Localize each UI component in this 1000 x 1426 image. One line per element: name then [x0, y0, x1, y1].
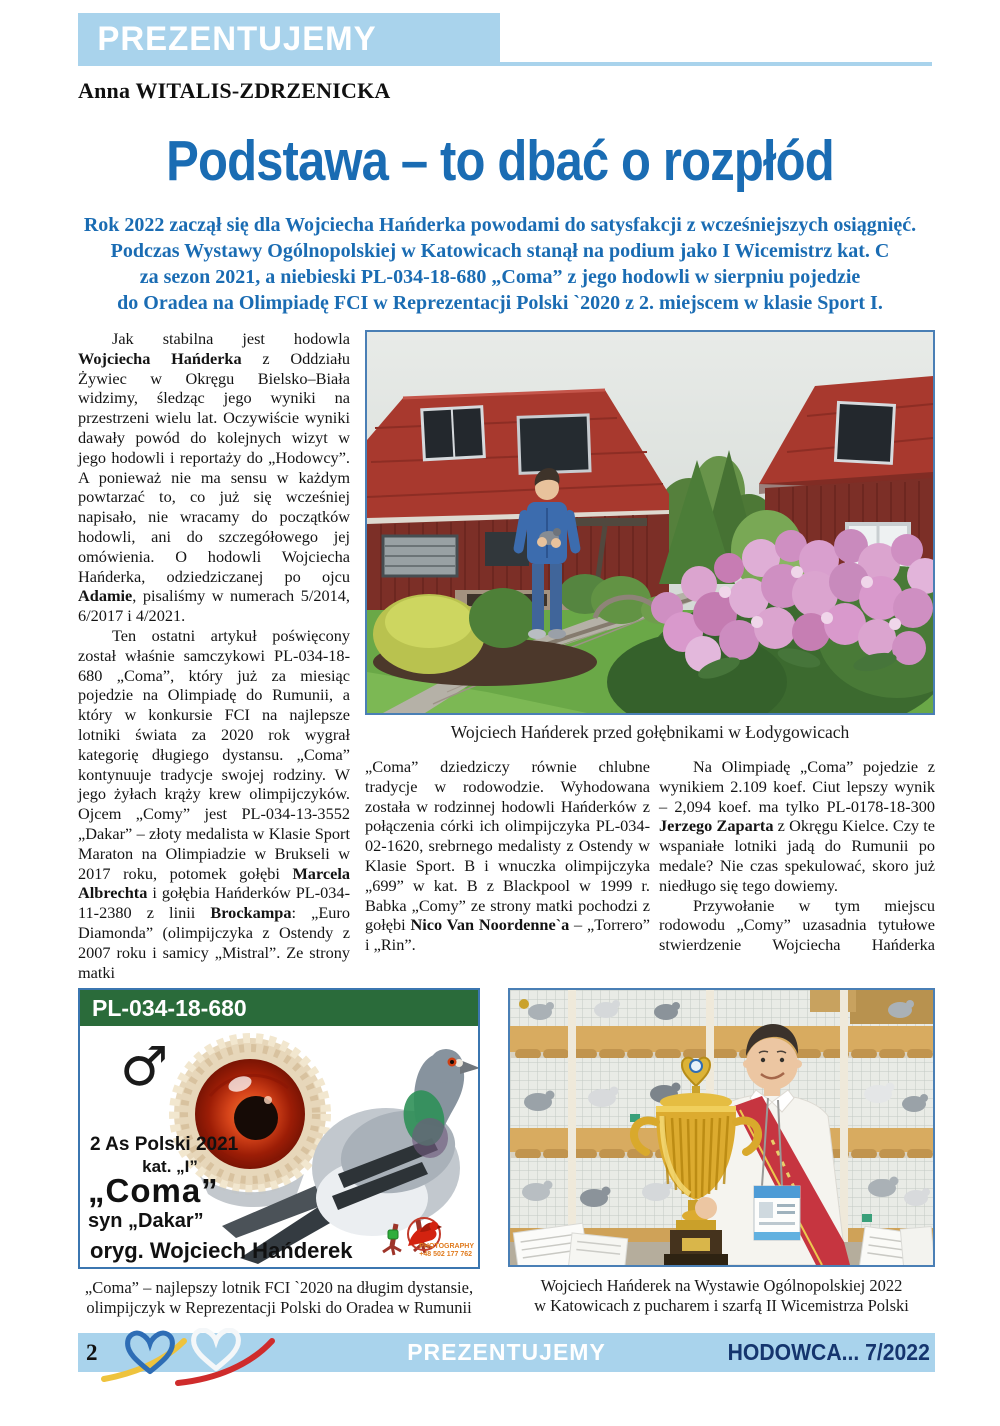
loft-scene-illustration	[367, 332, 933, 713]
pedigree-ring-number: PL-034-18-680	[80, 990, 478, 1026]
lead-line: Rok 2022 zaczął się dla Wojciecha Hańderka powodami do satysfakcji z wcześniejszych osiągnięć.	[83, 214, 917, 236]
trophy-photo-caption	[508, 1276, 935, 1316]
caption-line: Wojciech Hańderek na Wystawie Ogólnopolskiej 2022	[540, 1276, 903, 1295]
lead-line: za sezon 2021, a niebieski PL-034-18-680 „Coma” z jego hodowli w sierpniu pojedzie	[139, 266, 861, 288]
pigeon-name: „Coma”	[88, 1172, 219, 1209]
paragraph: Przywołanie w tym miejscu rodowodu „Comy” uzasadnia tytułowe stwierdzenie Wojciecha Hańderka	[659, 895, 935, 955]
photo-credit-line: +48 502 177 762	[419, 1251, 473, 1258]
footer-section-label: PREZENTUJEMY	[407, 1339, 606, 1365]
caption-line: w Katowicach z pucharem i szarfą II Wicemistrza Polski	[534, 1296, 909, 1315]
pigeon-lineage: syn „Dakar”	[88, 1210, 204, 1232]
pedigree-card-body	[80, 1026, 478, 1267]
main-photo-caption: Wojciech Hańderek przed gołębnikami w Łodygowicach	[450, 722, 850, 742]
caption-line: olimpijczyk w Reprezentacji Polski do Oradea w Rumunii	[86, 1298, 472, 1317]
article-column-middle	[365, 757, 650, 955]
photo-credit-line: PHOTOGRAPHY	[419, 1243, 474, 1250]
caption-line: „Coma” – najlepszy lotnik FCI `2020 na długim dystansie,	[84, 1278, 474, 1297]
paragraph: Na Olimpiadę „Coma” pojedzie z wynikiem 2.109 koef. Ciut lepszy wynik – 2,094 koef. ma tylko PL-0178-18-300 Jerzego Zaparta z Okręgu Kielce. Czy te wspaniałe lotniki jadą do Rumunii po medale? Nie czas spekulować, skoro już niedługo się tego dowiemy.	[659, 757, 935, 895]
breeder-name: oryg. Wojciech Hańderek	[90, 1238, 353, 1263]
page-number: 2	[86, 1340, 98, 1365]
pedigree-card-caption	[70, 1278, 488, 1318]
photo-credit	[419, 1243, 474, 1259]
paragraph: Jak stabilna jest hodowla Wojciecha Hańderka z Oddziału Żywiec w Okręgu Bielsko–Biała widzimy, śledząc jego wyniki na przestrzeni wielu lat. Oczywiście wyniki dawały powód do kolejnych wizyt w jego hodowli i reportaży do „Hodowcy”. A ponieważ nie ma sensu w każdym powtarzać to, co już się wcześniej napisało, nie wracamy do początków hodowli, ani do szczegółowego jej omówienia. O hodowli Wojciecha Hańderka, odziedziczanej po ojcu Adamie, pisaliśmy w numerach 5/2014, 6/2017 i 4/2021.	[78, 329, 350, 626]
section-label: PREZENTUJEMY	[97, 20, 377, 58]
award-line: 2 As Polski 2021	[90, 1134, 239, 1155]
article-column-right	[659, 757, 935, 955]
pedigree-card	[78, 988, 480, 1269]
award-category: kat. „I”	[142, 1157, 198, 1176]
paragraph: Ten ostatni artykuł poświęcony został właśnie samczykowi PL-034-18-680 „Coma”, który już za miesiąc pojedzie na Olimpiadę do Rumunii, a który w konkursie FCI na najlepsze lotniki świata za 2020 rok wygrał kategorię długiego dystansu. „Coma” kontynuuje tradycje swojej rodziny. W jego żyłach krąży krew olimpijczyków. Ojcem „Comy” jest PL-034-13-3552 „Dakar” – złoty medalista w Klasie Sport Maraton na Olimpiadzie w Brukseli w 2017 roku, potomek gołębi Marcela Albrechta i gołębia Hańderków PL-034-11-2380 z linii Brockampa: „Euro Diamonda” (olimpijczyka z Ostendy z 2007 roku i samicy „Mistral”. Ze strony matki	[78, 625, 350, 982]
lead-line: Podczas Wystawy Ogólnopolskiej w Katowicach stanął na podium jako I Wicemistrz kat. C	[110, 240, 890, 262]
section-band	[78, 13, 500, 66]
lead-line: do Oradea na Olimpiadę FCI w Reprezentacji Polski `2020 z 2. miejscem w klasie Sport I.	[117, 292, 883, 314]
name-badge	[754, 1186, 800, 1240]
author-name: Anna WITALIS-ZDRZENICKA	[78, 78, 391, 103]
article-title: Podstawa – to dbać o rozpłód	[166, 129, 834, 193]
section-band-underline	[500, 62, 932, 66]
paragraph: „Coma” dziedziczy równie chlubne tradycje w rodowodzie. Wyhodowana została w rodzinnej hodowli Hańderków z połączenia córki ich olimpijczyka PL-034-02-1620, srebrnego medalisty z Ostendy w Klasie Sport. B i wnuczka olimpijczyka „699” w kat. B z Blackpool w 1999 r. Babka „Comy” ze strony matki pochodzi z gołębi Nico Van Noordenne`a – „Torrero” i „Rin”.	[365, 757, 650, 955]
trophy-scene-illustration	[510, 990, 933, 1265]
magazine-issue-label: HODOWCA... 7/2022	[727, 1339, 930, 1365]
main-photo	[365, 330, 935, 715]
trophy-photo	[508, 988, 935, 1267]
white-heart	[194, 1330, 239, 1368]
hearts-logo	[100, 1328, 300, 1386]
male-symbol-icon: ♂	[120, 1035, 169, 1098]
article-column-left	[78, 329, 350, 982]
lead-paragraph	[55, 212, 945, 316]
